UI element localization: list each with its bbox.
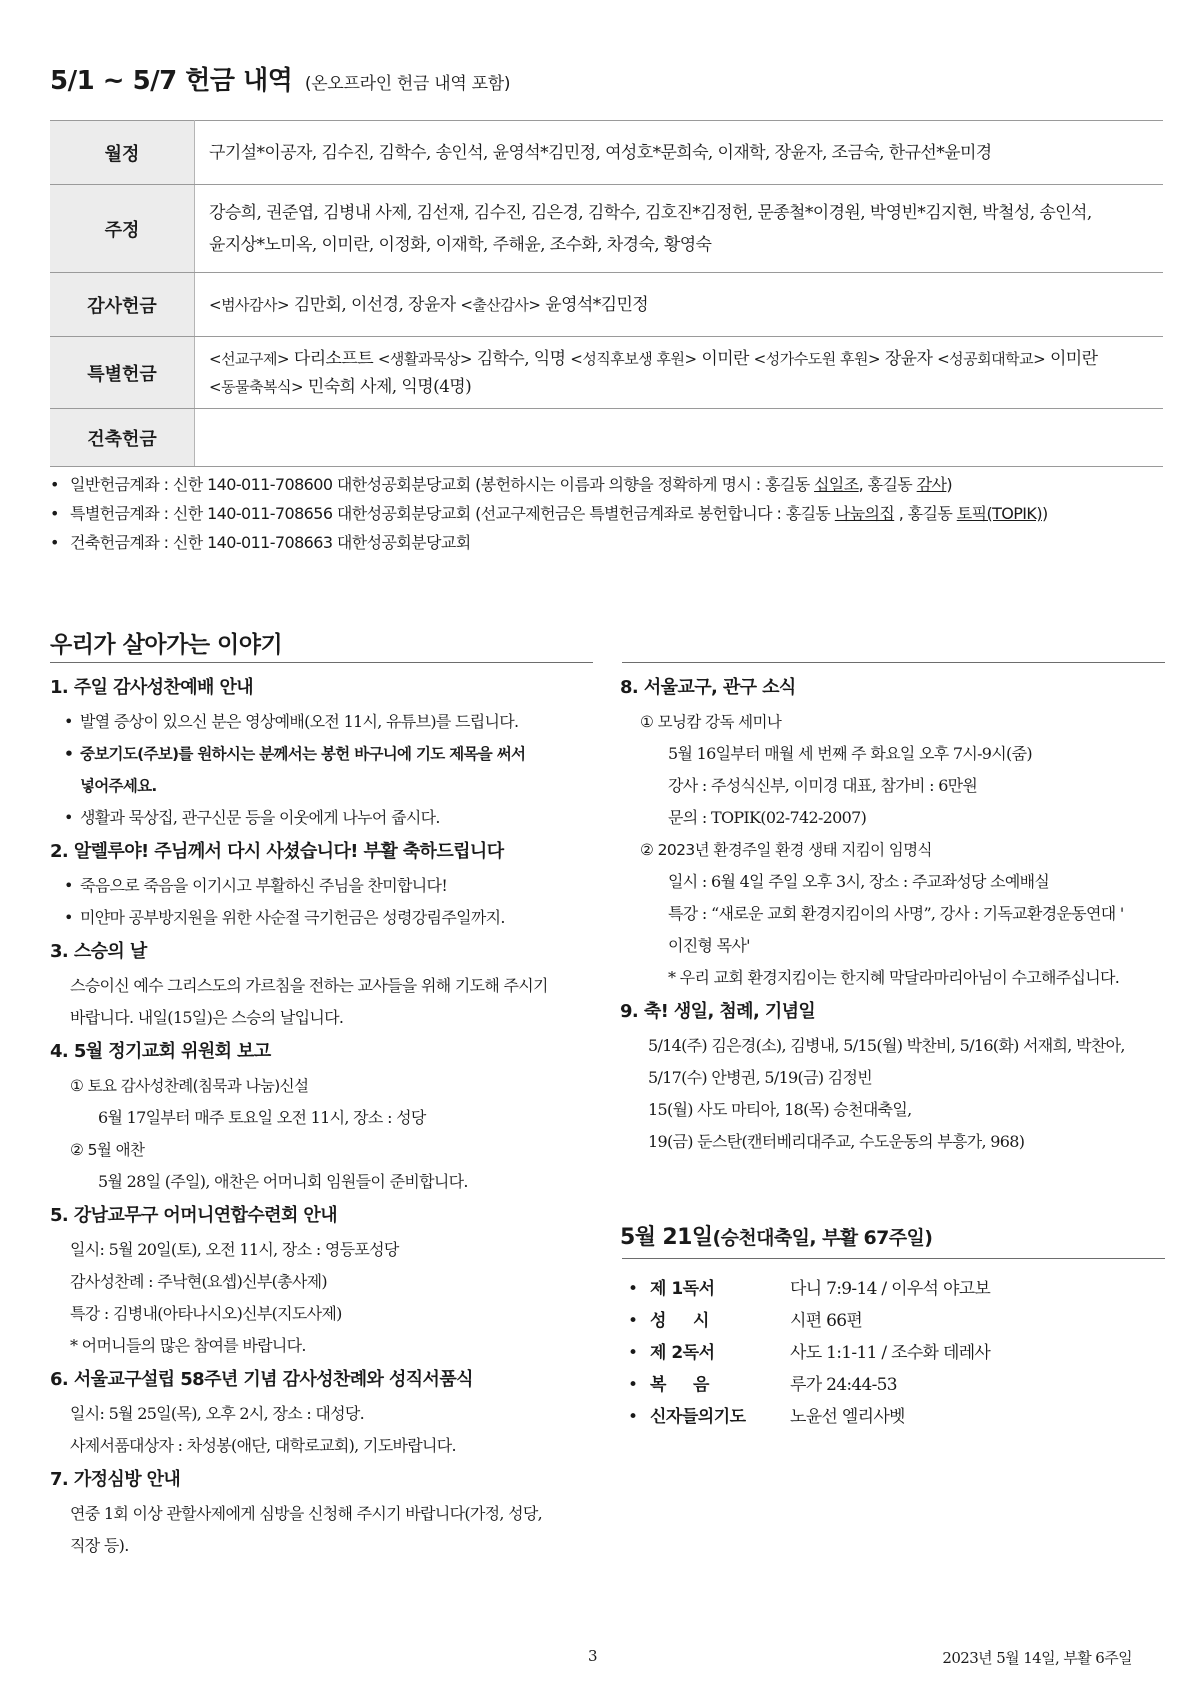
offering-tag: <선교구제> — [209, 349, 290, 368]
list-item-text: 중보기도(주보)를 원하시는 분께서는 봉헌 바구니에 기도 제목을 써서 — [80, 745, 526, 763]
reading-row — [628, 1273, 1168, 1305]
divider — [622, 1258, 1165, 1259]
sub-heading: ① 토요 감사성찬례(침묵과 나눔)신설 — [70, 1077, 309, 1095]
account-underlined: 십일조 — [814, 475, 859, 494]
offering-table — [50, 120, 1163, 467]
row-value-line — [209, 345, 1149, 373]
offering-title — [50, 60, 510, 97]
row-label: 감사헌금 — [50, 273, 195, 337]
readings-title — [620, 1220, 932, 1251]
paragraph-line: 강사 : 주성식신부, 이미경 대표, 참가비 : 6만원 — [668, 776, 978, 795]
list-item — [50, 870, 592, 902]
paragraph-line: 특강 : 김병내(아타나시오)신부(지도사제) — [70, 1304, 342, 1323]
row-value-line: 윤지상*노미옥, 이미란, 이정화, 이재학, 주해윤, 조수화, 차경숙, 황영숙 — [209, 234, 712, 255]
bullet-icon: • — [628, 1311, 639, 1331]
reading-value: 시편 66편 — [790, 1311, 863, 1331]
offering-row-building — [50, 409, 1163, 467]
offering-tag: <성가수도원 후원> — [753, 349, 881, 368]
offering-row-thanks — [50, 273, 1163, 337]
paragraph-line: 사제서품대상자 : 차성봉(애단, 대학로교회), 기도바랍니다. — [70, 1436, 456, 1455]
offering-names: 이미란 — [1045, 348, 1098, 369]
bullet-icon: • — [628, 1279, 639, 1299]
offering-names: 민숙희 사제, 익명(4명) — [303, 376, 472, 397]
bullet-icon: • — [64, 808, 73, 827]
offering-title-sub: (온오프라인 헌금 내역 포함) — [304, 74, 511, 94]
divider — [622, 662, 1165, 663]
offering-tag: <생활과묵상> — [377, 349, 472, 368]
bullet-icon: • — [50, 504, 59, 523]
account-text: ) — [946, 475, 953, 494]
list-item-text: 죽음으로 죽음을 이기시고 부활하신 주님을 찬미합니다! — [80, 876, 448, 895]
offering-names: 장윤자 — [880, 348, 938, 369]
reading-value: 노윤선 엘리사벳 — [790, 1407, 905, 1427]
paragraph-line: 이진형 목사' — [668, 936, 750, 955]
story-left-column — [50, 670, 592, 1562]
section-heading: 5. 강남교무구 어머니연합수련회 안내 — [50, 1205, 337, 1226]
offering-names: 김만회, 이선경, 장윤자 — [289, 294, 461, 315]
paragraph-line: 바랍니다. 내일(15일)은 스승의 날입니다. — [70, 1008, 344, 1027]
bullet-icon: • — [64, 712, 73, 731]
account-text: 특별헌금계좌 : 신한 140-011-708656 대한성공회분당교회 (선교구제헌금은 특별헌금계좌로 봉헌합니다 : 홍길동 — [70, 504, 835, 523]
paragraph-line: * 어머니들의 많은 참여를 바랍니다. — [70, 1336, 306, 1355]
account-text: , 홍길동 — [894, 504, 957, 523]
sub-heading: ② 2023년 환경주일 환경 생태 지킴이 임명식 — [640, 841, 932, 859]
sub-heading: ① 모닝캄 강독 세미나 — [640, 713, 782, 731]
offering-names: 다리소프트 — [289, 348, 378, 369]
row-value — [195, 337, 1164, 409]
offering-tag: <출산감사> — [460, 295, 541, 314]
list-item-text: 발열 증상이 있으신 분은 영상예배(오전 11시, 유튜브)를 드립니다. — [80, 712, 519, 731]
bullet-icon: • — [64, 908, 73, 927]
account-list — [50, 470, 1170, 557]
story-title: 우리가 살아가는 이야기 — [50, 632, 283, 658]
reading-value: 사도 1:1-11 / 조수화 데레사 — [790, 1343, 991, 1363]
row-value — [195, 273, 1164, 337]
paragraph-line: 5월 28일 (주일), 애찬은 어머니회 임원들이 준비합니다. — [98, 1172, 468, 1191]
bullet-icon: • — [64, 745, 74, 763]
list-item-text: 생활과 묵상집, 관구신문 등을 이웃에게 나누어 줍시다. — [80, 808, 440, 827]
paragraph-line: 문의 : TOPIK(02-742-2007) — [668, 808, 867, 827]
offering-names: 윤영석*김민정 — [540, 294, 649, 315]
paragraph-line: 일시 : 6월 4일 주일 오후 3시, 장소 : 주교좌성당 소예배실 — [668, 872, 1050, 891]
reading-row — [628, 1337, 1168, 1369]
offering-tag: <범사감사> — [209, 295, 290, 314]
paragraph-line: 일시: 5월 20일(토), 오전 11시, 장소 : 영등포성당 — [70, 1240, 399, 1259]
account-special — [50, 499, 1170, 528]
section-heading: 8. 서울교구, 관구 소식 — [620, 677, 796, 698]
reading-label: 제 2독서 — [650, 1343, 715, 1363]
list-item-text: 미얀마 공부방지원을 위한 사순절 극기헌금은 성령강림주일까지. — [80, 908, 505, 927]
section-heading: 9. 축! 생일, 첨례, 기념일 — [620, 1001, 816, 1022]
account-text: , 홍길동 — [858, 475, 917, 494]
section-heading: 1. 주일 감사성찬예배 안내 — [50, 677, 254, 698]
paragraph-line: 19(금) 둔스탄(캔터베리대주교, 수도운동의 부흥가, 968) — [648, 1132, 1025, 1151]
row-value — [195, 409, 1164, 467]
bullet-icon: • — [628, 1343, 639, 1363]
reading-value: 루가 24:44-53 — [790, 1375, 897, 1395]
offering-title-main: 5/1 ~ 5/7 헌금 내역 — [50, 66, 293, 96]
account-underlined: 토픽(TOPIK) — [956, 504, 1042, 523]
reading-row — [628, 1401, 1168, 1433]
row-label: 주정 — [50, 185, 195, 273]
paragraph-line: 5월 16일부터 매월 세 번째 주 화요일 오후 7시-9시(줌) — [668, 744, 1032, 763]
bullet-icon: • — [50, 533, 59, 552]
account-underlined: 감사 — [916, 475, 947, 494]
paragraph-line: 15(월) 사도 마티아, 18(목) 승천대축일, — [648, 1100, 912, 1119]
readings-title-date: 5월 21일 — [620, 1225, 713, 1250]
row-value: 구기설*이공자, 김수진, 김학수, 송인석, 윤영석*김민정, 여성호*문희숙, 이재학, 장윤자, 조금숙, 한규선*윤미경 — [195, 121, 1164, 185]
story-right-column — [620, 670, 1165, 1158]
section-heading: 7. 가정심방 안내 — [50, 1469, 181, 1490]
page-number: 3 — [588, 1647, 598, 1665]
account-general — [50, 470, 1170, 499]
offering-row-special — [50, 337, 1163, 409]
account-text: 일반헌금계좌 : 신한 140-011-708600 대한성공회분당교회 (봉헌하시는 이름과 의향을 정확하게 명시 : 홍길동 — [70, 475, 815, 494]
list-item — [50, 738, 592, 802]
reading-row — [628, 1369, 1168, 1401]
section-heading: 3. 스승의 날 — [50, 941, 147, 962]
row-label: 건축헌금 — [50, 409, 195, 467]
paragraph-line: 연중 1회 이상 관할사제에게 심방을 신청해 주시기 바랍니다(가정, 성당, — [70, 1504, 543, 1523]
row-label: 월정 — [50, 121, 195, 185]
offering-names: 이미란 — [696, 348, 754, 369]
paragraph-line: 직장 등). — [70, 1536, 129, 1555]
section-heading: 4. 5월 정기교회 위원회 보고 — [50, 1041, 271, 1062]
reading-label: 성 시 — [650, 1311, 709, 1331]
paragraph-line: 특강 : “새로운 교회 환경지킴이의 사명”, 강사 : 기독교환경운동연대 ' — [668, 904, 1124, 923]
paragraph-line: 스승이신 예수 그리스도의 가르침을 전하는 교사들을 위해 기도해 주시기 — [70, 976, 548, 995]
account-text: 건축헌금계좌 : 신한 140-011-708663 대한성공회분당교회 — [70, 533, 471, 552]
list-item — [50, 902, 592, 934]
footer-date: 2023년 5월 14일, 부활 6주일 — [942, 1649, 1132, 1667]
reading-label: 제 1독서 — [650, 1279, 715, 1299]
list-item — [50, 802, 592, 834]
section-heading: 2. 알렐루야! 주님께서 다시 사셨습니다! 부활 축하드립니다 — [50, 841, 504, 862]
paragraph-line: * 우리 교회 환경지킴이는 한지혜 막달라마리아님이 수고해주십니다. — [668, 968, 1120, 987]
list-item — [50, 706, 592, 738]
row-value-line: 강승희, 권준엽, 김병내 사제, 김선재, 김수진, 김은경, 김학수, 김호진*김정헌, 문종철*이경원, 박영빈*김지현, 박철성, 송인석, — [209, 202, 1092, 223]
paragraph-line: 5/17(수) 안병권, 5/19(금) 김정빈 — [648, 1068, 873, 1087]
row-label: 특별헌금 — [50, 337, 195, 409]
paragraph-line: 6월 17일부터 매주 토요일 오전 11시, 장소 : 성당 — [98, 1108, 426, 1127]
reading-label: 복 음 — [650, 1375, 709, 1395]
paragraph-line: 일시: 5월 25일(목), 오후 2시, 장소 : 대성당. — [70, 1404, 365, 1423]
offering-names: 김학수, 익명 — [471, 348, 571, 369]
bullet-icon: • — [50, 475, 59, 494]
section-heading: 6. 서울교구설립 58주년 기념 감사성찬례와 성직서품식 — [50, 1369, 473, 1390]
paragraph-line: 감사성찬례 : 주낙현(요셉)신부(총사제) — [70, 1272, 327, 1291]
paragraph-line: 5/14(주) 김은경(소), 김병내, 5/15(월) 박찬비, 5/16(화) 서재희, 박찬아, — [648, 1036, 1125, 1055]
readings-list — [628, 1273, 1168, 1433]
account-building — [50, 528, 1170, 557]
list-item-text: 넣어주세요. — [80, 777, 157, 795]
bullet-icon: • — [628, 1407, 639, 1427]
bullet-icon: • — [64, 876, 73, 895]
offering-tag: <성직후보생 후원> — [570, 349, 697, 368]
row-value-line — [209, 373, 1149, 401]
offering-row-weekly — [50, 185, 1163, 273]
reading-value: 다니 7:9-14 / 이우석 야고보 — [790, 1279, 991, 1299]
account-underlined: 나눔의집 — [834, 504, 895, 523]
bullet-icon: • — [628, 1375, 639, 1395]
divider — [50, 662, 593, 663]
offering-tag: <동물축복식> — [209, 377, 304, 396]
offering-row-monthly — [50, 121, 1163, 185]
account-text: ) — [1041, 504, 1048, 523]
readings-title-occasion: (승천대축일, 부활 67주일) — [712, 1227, 933, 1249]
reading-row — [628, 1305, 1168, 1337]
row-value — [195, 185, 1164, 273]
reading-label: 신자들의기도 — [650, 1407, 746, 1427]
offering-tag: <성공회대학교> — [937, 349, 1046, 368]
sub-heading: ② 5월 애찬 — [70, 1141, 145, 1159]
